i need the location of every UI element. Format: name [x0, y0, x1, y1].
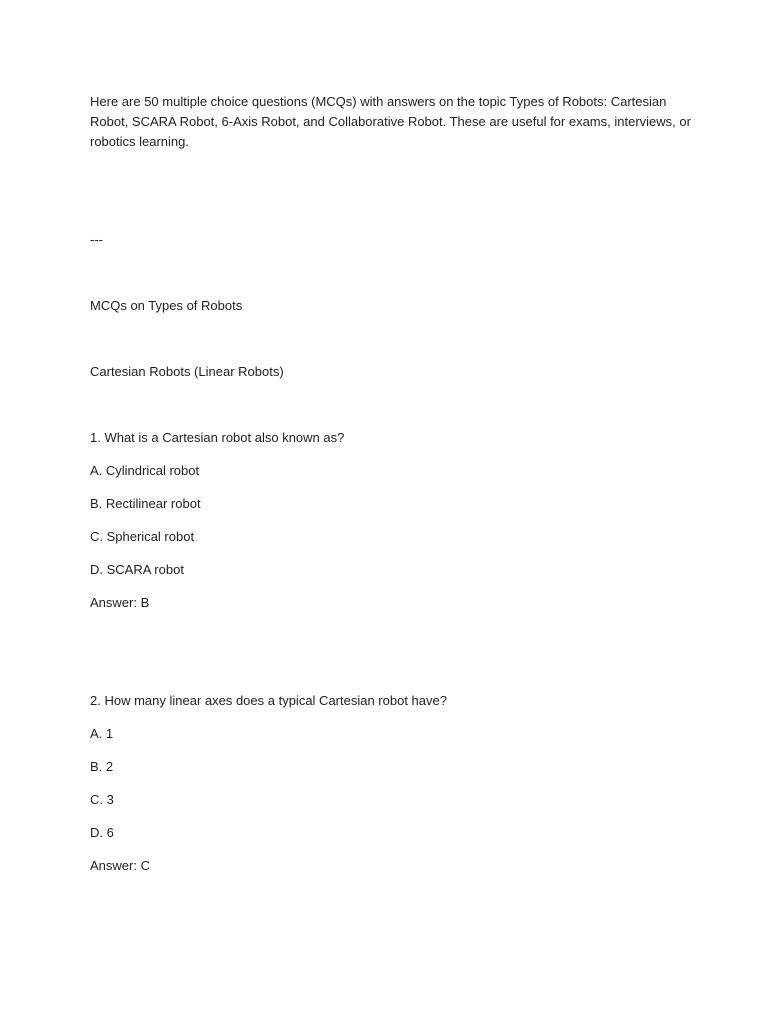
intro-line-3: robotics learning. [90, 134, 189, 149]
intro-line-2: Robot, SCARA Robot, 6-Axis Robot, and Collaborative Robot. These are useful for exams, interviews, or [90, 114, 691, 129]
intro-line-1: Here are 50 multiple choice questions (MCQs) with answers on the topic Types of Robots: Cartesian [90, 94, 667, 109]
document-title: MCQs on Types of Robots [90, 298, 243, 313]
question-2-option-b: B. 2 [90, 759, 114, 774]
question-1-option-d: D. SCARA robot [90, 562, 184, 577]
section-heading: Cartesian Robots (Linear Robots) [90, 364, 284, 379]
question-2-option-c: C. 3 [90, 792, 114, 807]
question-2-option-a: A. 1 [90, 726, 114, 741]
intro-paragraph [90, 92, 690, 152]
question-2-option-d: D. 6 [90, 825, 114, 840]
question-1-text: 1. What is a Cartesian robot also known as? [90, 430, 345, 445]
question-1-answer: Answer: B [90, 595, 150, 610]
question-1-option-b: B. Rectilinear robot [90, 496, 201, 511]
question-2-answer: Answer: C [90, 858, 150, 873]
question-2-text: 2. How many linear axes does a typical Cartesian robot have? [90, 693, 447, 708]
question-1-option-a: A. Cylindrical robot [90, 463, 200, 478]
separator: --- [90, 232, 103, 247]
question-1-option-c: C. Spherical robot [90, 529, 195, 544]
